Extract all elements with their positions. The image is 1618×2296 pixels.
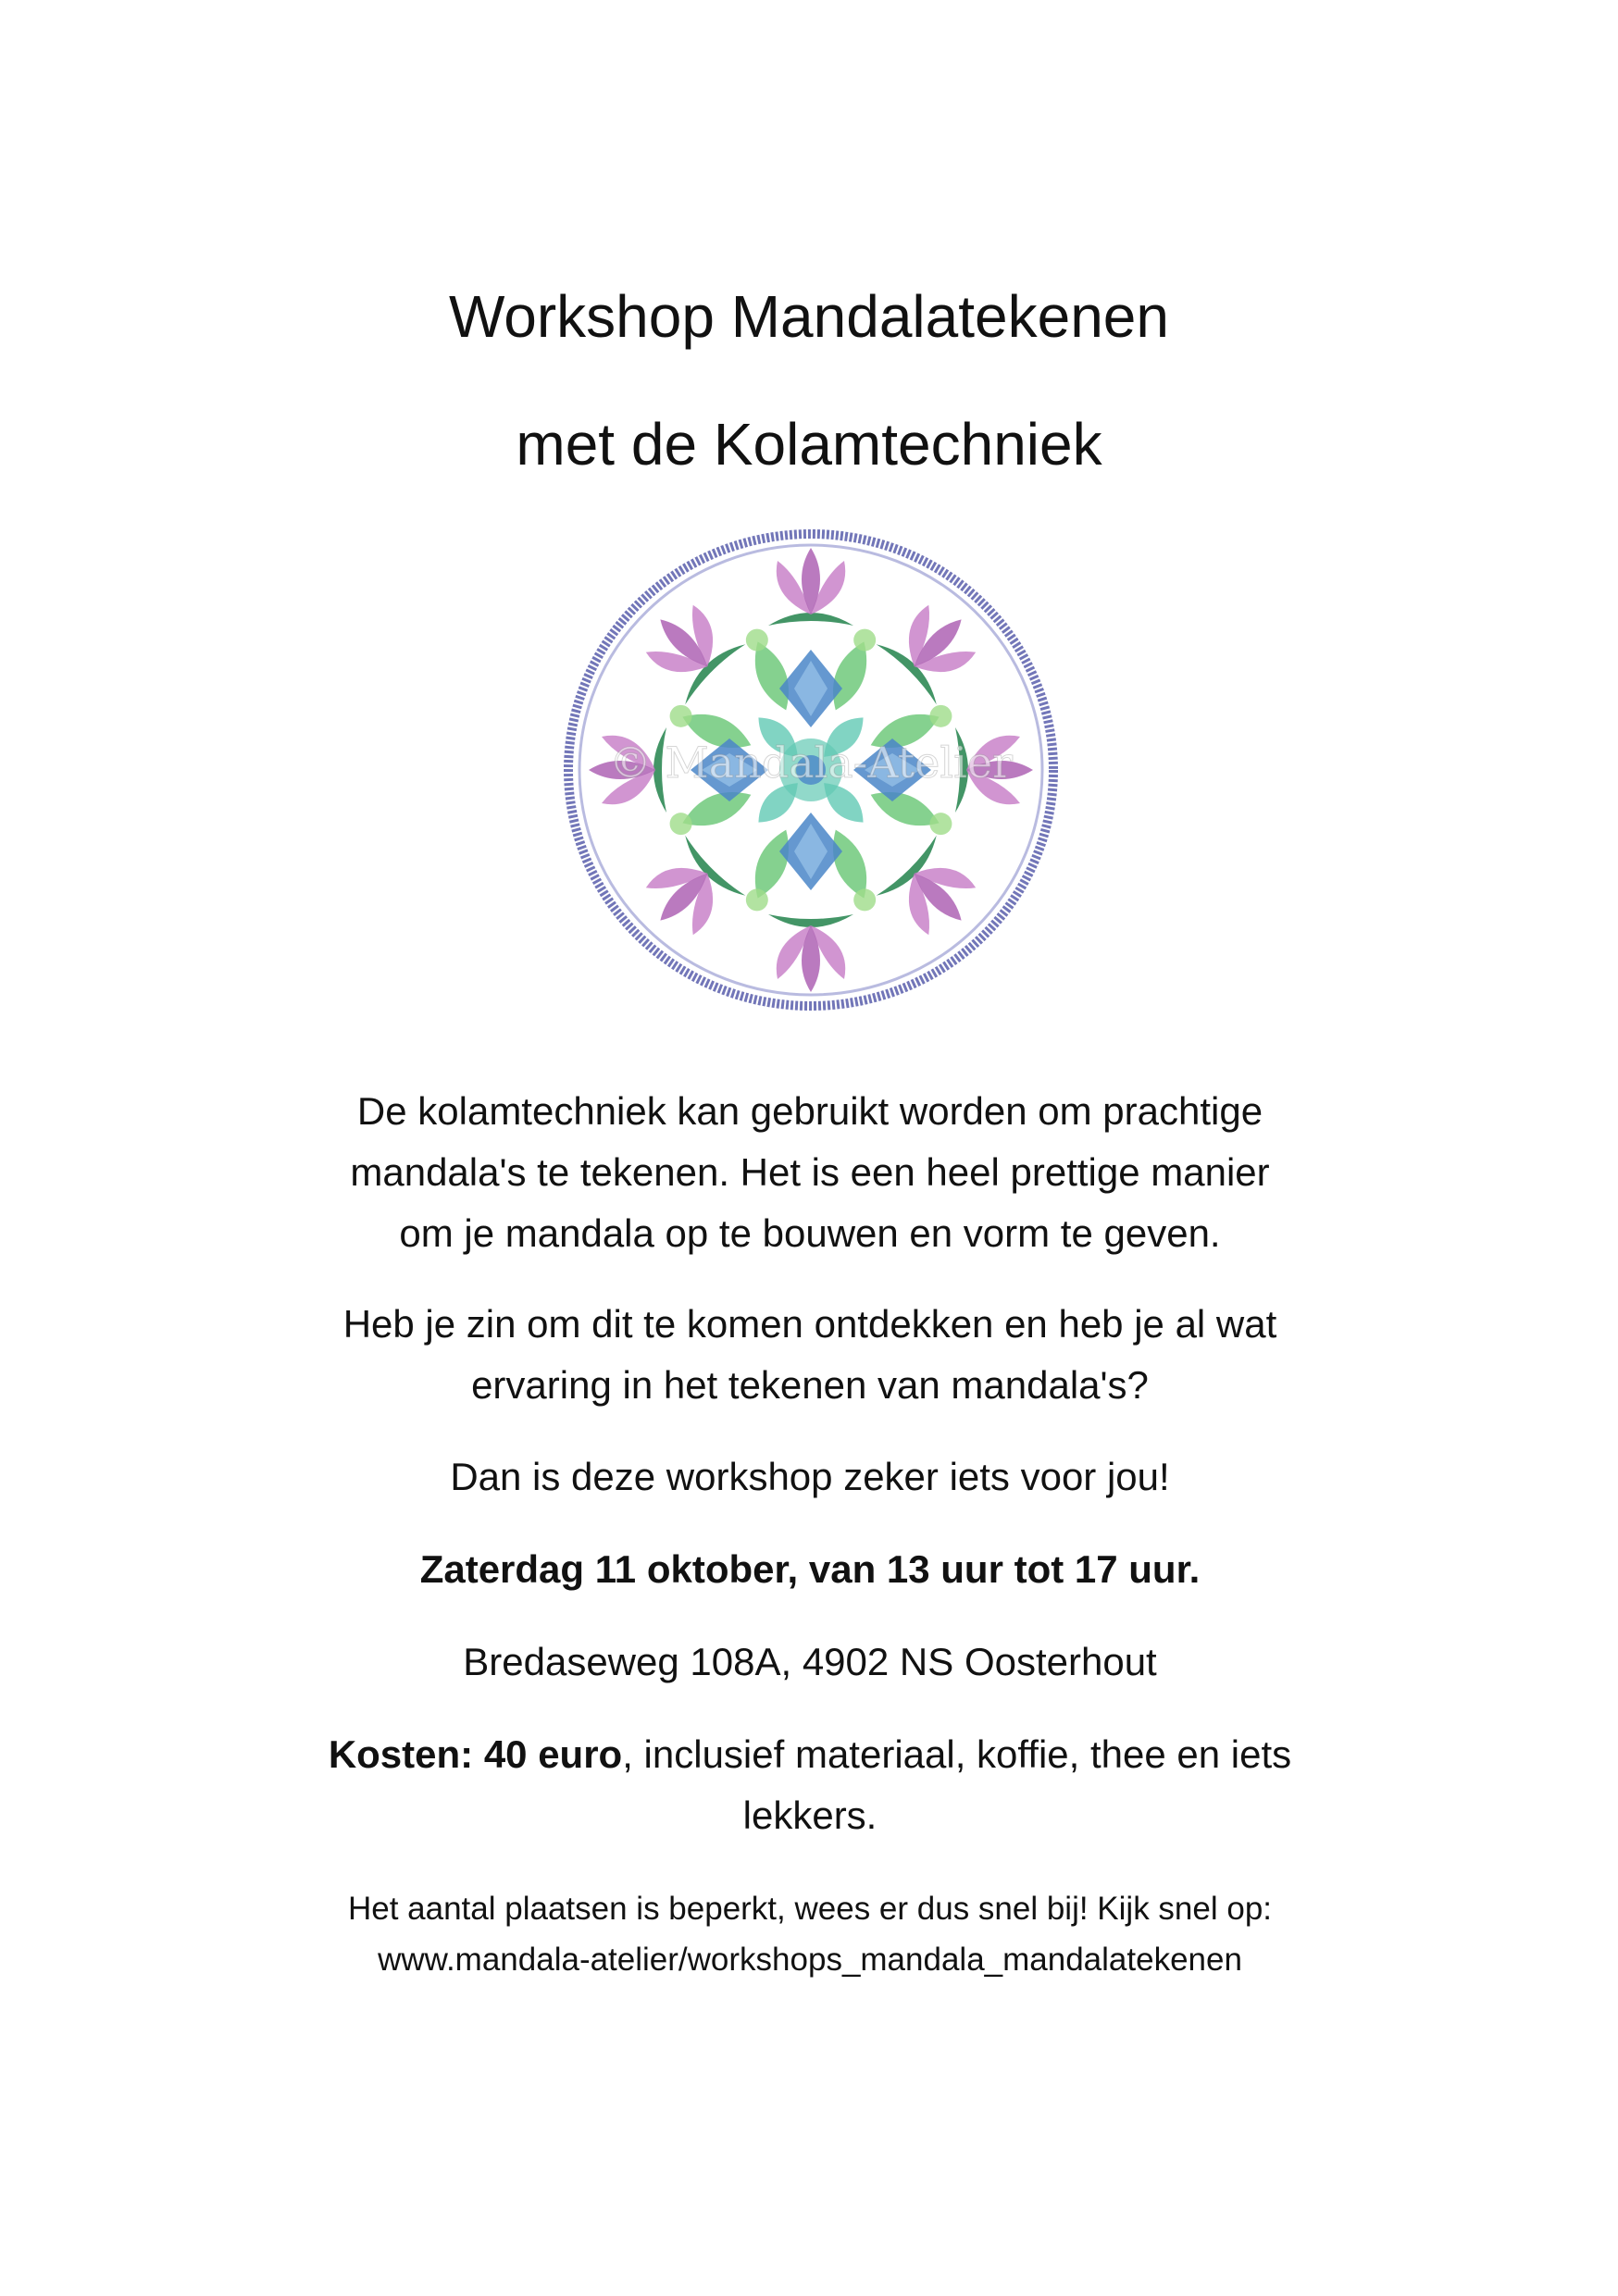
vine-leaf — [823, 825, 882, 915]
vine-leaf — [740, 825, 799, 915]
limited-places-paragraph — [231, 1883, 1388, 1985]
invitation-text: Dan is deze workshop zeker iets voor jou! — [450, 1455, 1170, 1498]
lotus-flower — [630, 590, 745, 704]
image-watermark: © Mandala-Atelier — [608, 738, 1014, 788]
website-text: www.mandala-atelier/workshops_mandala_mandalatekenen — [378, 1942, 1242, 1978]
costs-details: , inclusief materiaal, koffie, thee en iets — [622, 1732, 1292, 1776]
limited-places-text: Het aantal plaatsen is beperkt, wees er dus snel bij! Kijk snel op: — [347, 1891, 1273, 1927]
costs-paragraph — [231, 1724, 1388, 1846]
costs-details-continued: lekkers. — [742, 1793, 877, 1837]
vine-leaf — [865, 782, 956, 841]
question-line-2: ervaring in het tekenen van mandala's? — [471, 1363, 1149, 1407]
lotus-leaf-base — [768, 613, 853, 626]
costs-label: Kosten: 40 euro — [328, 1732, 623, 1776]
lotus-leaf-base — [768, 914, 853, 927]
vine-leaf — [666, 782, 756, 841]
question-line-1: Heb je zin om dit te komen ontdekken en heb je al wat — [342, 1302, 1277, 1346]
vine-leaf — [823, 625, 882, 715]
date-time-text: Zaterdag 11 oktober, van 13 uur tot 17 uur. — [419, 1547, 1201, 1591]
question-paragraph — [231, 1294, 1388, 1416]
intro-line-2: mandala's te tekenen. Het is een heel prettige manier — [350, 1150, 1270, 1194]
lotus-flower — [768, 548, 853, 626]
lotus-flower — [877, 836, 991, 950]
intro-line-1: De kolamtechniek kan gebruikt worden om prachtige — [356, 1089, 1263, 1133]
title-line-2: met de Kolamtechniek — [516, 411, 1102, 478]
mandala-drawing — [552, 518, 1070, 1023]
lotus-flower — [768, 914, 853, 992]
lotus-flower — [877, 590, 991, 704]
title-line-1: Workshop Mandalatekenen — [449, 283, 1169, 350]
blue-diamond-motif — [779, 650, 842, 727]
mandala-illustration — [552, 518, 1070, 1023]
address-text: Bredaseweg 108A, 4902 NS Oosterhout — [463, 1640, 1157, 1683]
intro-line-3: om je mandala op te bouwen en vorm te geven. — [399, 1211, 1221, 1255]
lotus-flower — [630, 836, 745, 950]
vine-leaf — [740, 625, 799, 715]
blue-diamond-motif — [779, 813, 842, 890]
intro-paragraph — [231, 1081, 1388, 1264]
